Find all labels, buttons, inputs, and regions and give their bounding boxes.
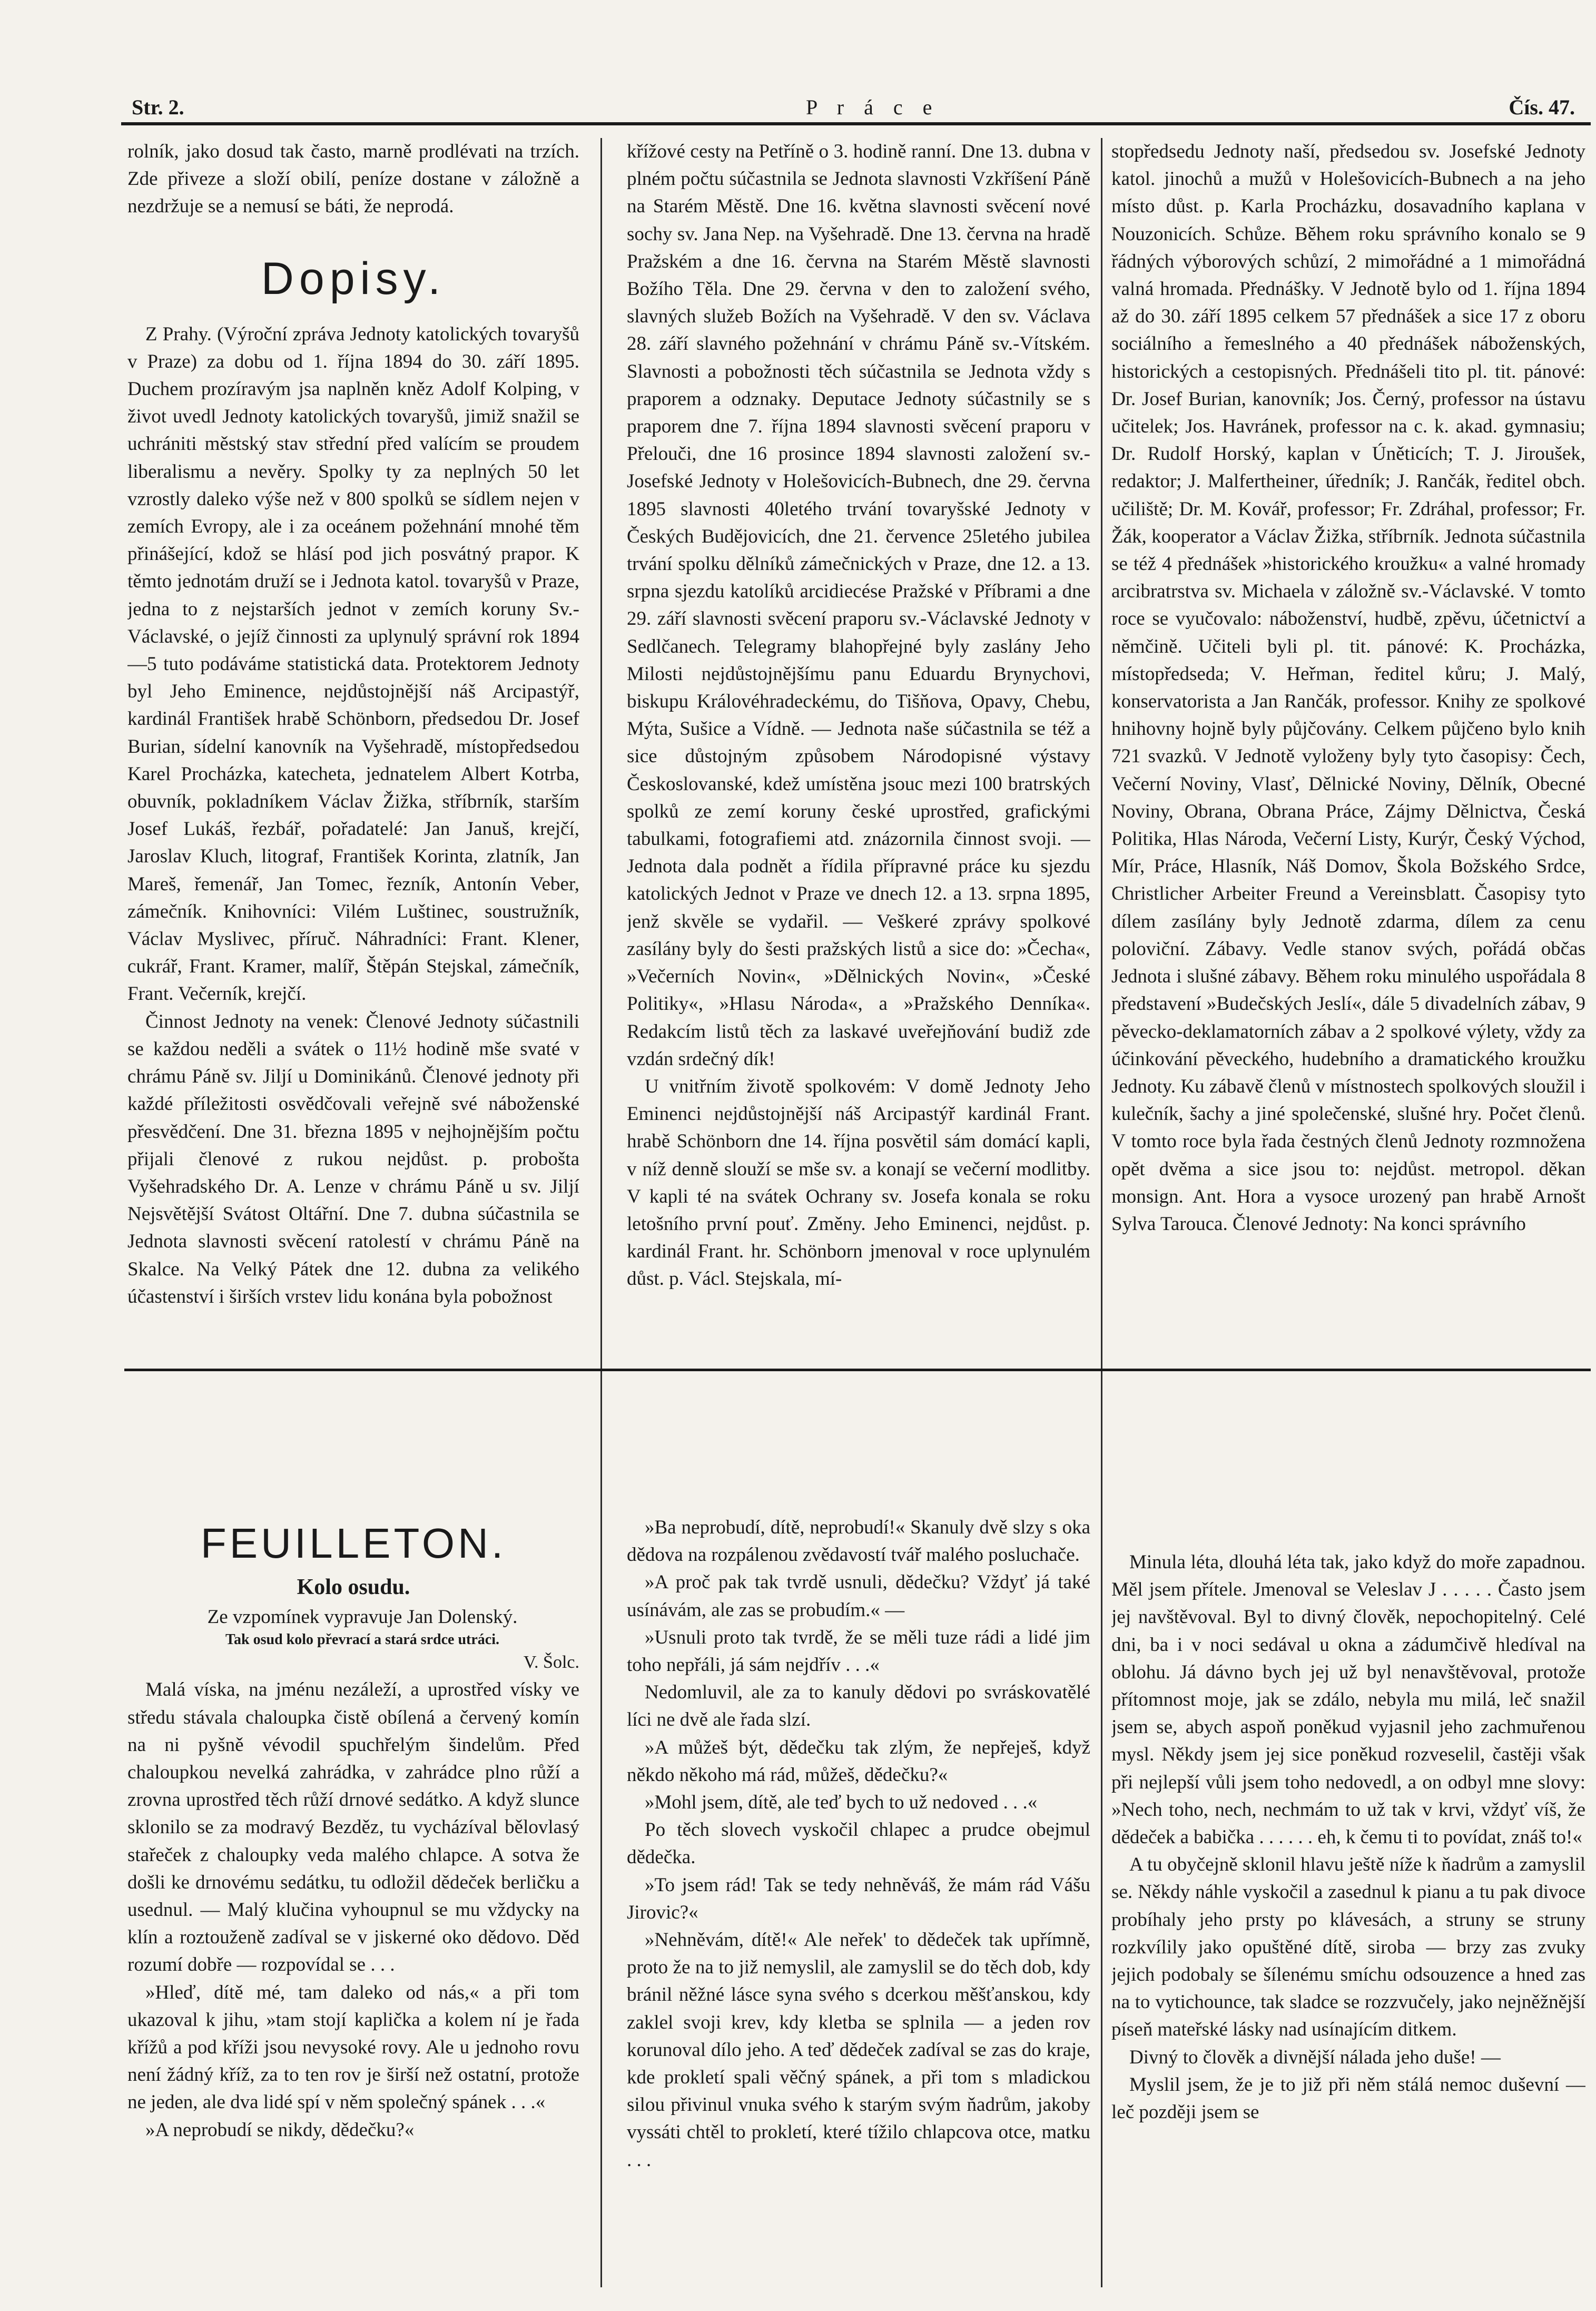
report-paragraph-2: U vnitřním životě spolkovém: V domě Jednoty Jeho Eminenci nejdůstojnější náš Arcipastýř kardinál Frant. hrabě Schönborn dne 14. října posvětil sám domácí kapli, v níž denně slouží se mše sv. a konají se večerní modlitby. V kapli té na svátek Ochrany sv. Josefa konala se roku letošního první pouť. Změny. Jeho Eminenci, nejdůst. p. kardinál Frant. hr. Schönborn jmenoval v roce uplynulém důst. p. Václ. Stejskala, mí- — [627, 1075, 1090, 1290]
story-line-9: »Nehněvám, dítě!« Ale neřek' to dědeček tak upřímně, proto že na to již nemyslil, ale zamyslil se do těch dob, kdy bránil něžné lásce syna svého s dcerkou měšťanskou, kdy zaklel svoji krev, kdy kletba se splnila — a jeden rov korunoval dílo jeho. A teď dědeček zadíval se zas do kraje, kde prokletí spali věčný spánek, a při tom s mladickou silou přivinul vnuka svého k starým svým ňadrům, jakoby vyssáti chtěl to prokletí, které tížilo chlapcova otce, matku . . . — [627, 1929, 1090, 2171]
story-line-2: »A proč pak tak tvrdě usnuli, dědečku? Vždyť já také usínávám, ale zas se probudím.« — — [627, 1571, 1090, 1621]
story-paragraph-1: Malá víska, na jménu nezáleží, a uprostřed vísky ve středu stávala chaloupka čistě obílená a červený komín na ni pyšně vévodil spuchřelým šindelům. Před chaloupkou nevelká zahrádka, v zahrádce plno růží a zrovna uprostřed těch růží drnové sedátko. A když slunce sklonilo se za modravý Bezděz, tu vycházíval bělovlasý stařeček z chaloupky veda malého chlapce. A sotva že došli ke drnovému sedátku, tu odložil dědeček berličku a usednul. — Malý klučina vyhoupnul se mu vždycky na klín a roztouženě zadíval se v jiskerné oko dědovo. Děd rozumí dobře — rozpovídal se . . . — [127, 1679, 579, 1976]
feuilleton-heading: FEUILLETON. — [200, 1520, 507, 1567]
story-continuation-2 — [627, 1514, 1090, 2174]
column-2 — [627, 138, 1090, 2287]
story-paragraph-3: »A neprobudí se nikdy, dědečku?« — [145, 2119, 415, 2141]
story-line-8: »To jsem rád! Tak se tedy nehněváš, že mám rád Vášu Jirovic?« — [627, 1874, 1090, 1923]
header-rule — [121, 122, 1591, 125]
page-number: Str. 2. — [132, 95, 184, 119]
column-3 — [1111, 138, 1585, 2287]
story-line-11: A tu obyčejně sklonil hlavu ještě níže k ňadrům a zamyslil se. Někdy náhle vyskočil a zasednul k pianu a tu pak divoce probíhaly jeho prsty po klávesách, a struny se struny rozkvílily jako opuštěné dítě, siroba — brzy zas zvuky jejich podobaly se šílenému smíchu odsouzence a hned zas na to vytichounce, tak sladce se rozzvučely, jako nejněžnější píseň mateřské lásky nad usínajícím ditkem. — [1111, 1854, 1585, 2041]
motto-author: V. Šolc. — [523, 1653, 579, 1673]
story-line-13: Myslil jsem, že je to již při něm stálá nemoc duševní — leč později jsem se — [1111, 2073, 1585, 2123]
dopisy-heading: Dopisy. — [261, 253, 446, 304]
column-divider-2 — [1101, 138, 1102, 2287]
intro-paragraph: rolník, jako dosud tak často, marně prodlévati na trzích. Zde přiveze a složí obilí, peníze dostane v záložně a nezdržuje se a nemusí se báti, že neprodá. — [127, 141, 579, 218]
story-line-7: Po těch slovech vyskočil chlapec a prudce obejmul dědečka. — [627, 1819, 1090, 1869]
story-paragraph-2: »Hleď, dítě mé, tam daleko od nás,« a při tom ukazoval k jihu, »tam stojí kaplička a kolem ní je řada křížů a pod kříži jsou nevysoké rovy. Ale u jednoho rovu není žádný kříž, za to ten rov je širší než ostatní, protože ne jeden, ale dva lidé spí v něm společný spánek . . .« — [127, 1981, 579, 2113]
story-line-5: »A můžeš být, dědečku tak zlým, že nepřeješ, když někdo někoho má rád, můžeš, dědečku?« — [627, 1736, 1090, 1786]
story-subtitle: Ze vzpomínek vypravuje Jan Dolenský. — [207, 1606, 518, 1628]
dopisy-paragraph-2: Činnost Jednoty na venek: Členové Jednoty súčastnili se každou neděli a svátek o 11½ hodině mše svaté v chrámu Páně sv. Jiljí u Dominikánů. Členové jednoty při každé příležitosti osvědčovali veřejně své náboženské přesvědčení. Dne 31. března 1895 v nejhojnějším počtu přijali členové z rukou nejdůst. p. probošta Vyšehradského Dr. A. Lenze v chrámu Páně u sv. Jiljí Nejsvětější Svátost Oltářní. Dne 7. dubna súčastnila se Jednota slavnosti svěcení ratolestí v chrámu Páně na Skalce. Na Velký Pátek dne 12. dubna za velikého účastenství i širších vrstev lidu konána byla pobožnost — [127, 1010, 579, 1307]
feuilleton-section — [127, 1514, 579, 2144]
issue-number: Čís. 47. — [1509, 95, 1575, 119]
story-line-12: Divný to člověk a divnější nálada jeho duše! — — [1129, 2046, 1501, 2068]
newspaper-title: P r á c e — [806, 95, 940, 119]
story-motto: Tak osud kolo převrací a stará srdce utráci. — [225, 1631, 500, 1648]
story-line-4: Nedomluvil, ale za to kanuly dědovi po svráskovatělé líci ne dvě ale řada slzí. — [627, 1681, 1090, 1731]
story-line-6: »Mohl jsem, dítě, ale teď bych to už nedoved . . .« — [645, 1792, 1038, 1814]
story-line-3: »Usnuli proto tak tvrdě, že se měli tuze rádi a lidé jim toho nepřáli, já sám nejdřív . . .« — [627, 1626, 1090, 1676]
report-paragraph-3: stopředsedu Jednoty naší, předsedou sv. Josefské Jednoty katol. jinochů a mužů v Holešovicích-Bubnech a na jeho místo důst. p. Karla Procházku, dosavadního kaplana v Nouzonicích. Schůze. Během roku správního konalo se 9 řádných výborových schůzí, 2 mimořádné a 1 mimořádná valná hromada. Přednášky. V Jednotě bylo od 1. října 1894 až do 30. září 1895 celkem 57 přednášek a sice 17 z oboru sociálního a řemeslného a 40 přednášek náboženských, historických a cestopisných. Přednášeli tito pl. tit. pánové: Dr. Josef Burian, kanovník; Jos. Černý, professor na ústavu učitelek; Jos. Havránek, professor na c. k. akad. gymnasiu; Dr. Rudolf Horský, kaplan v Úněticích; T. J. Jiroušek, redaktor; J. Malfertheiner, úředník; J. Rančák, ředitel obch. učiliště; Dr. M. Kovář, professor; Fr. Zdráhal, professor; Fr. Žák, kooperator a Václav Žižka, stříbrník. Jednota súčastnila se též 4 přednášek »historického kroužku« a valné hromady arcibratrstva sv. Michaela v záložně sv.-Václavské. V tomto roce se vyučovalo: náboženství, hudbě, zpěvu, účetnictví a němčině. Učiteli byli pl. tit. pánové: K. Procházka, místopředseda; V. Heřman, ředitel kůru; J. Malý, konservatorista a Jan Rančák, professor. Knihy ze spolkové hnihovny hojně byly půjčovány. Celkem půjčeno bylo knih 721 svazků. V Jednotě vyloženy byly tyto časopisy: Čech, Večerní Noviny, Vlasť, Dělnické Noviny, Dělník, Obecné Noviny, Obrana, Obrana Práce, Zájmy Dělnictva, Česká Politika, Hlas Národa, Večerní Listy, Kurýr, Český Východ, Mír, Práce, Hlasník, Náš Domov, Škola Božského Srdce, Christlicher Arbeiter Freund a Vereinsblatt. Časopisy tyto dílem zasílány byly Jednotě zdarma, dílem za cenu poloviční. Zábavy. Vedle stanov svých, pořádá občas Jednota i slušné zábavy. Během roku minulého uspořádala 8 představení »Budečských Jeslí«, dále 5 divadelních zábav, 9 pěvecko-deklamatorních zábav a 2 spolkové výlety, vždy za účinkování pěveckého, hudebního a dramatického kroužku Jednoty. Ku zábavě členů v místnostech spolkových sloužil i kulečník, šachy a jiné společenské, slušné hry. Počet členů. V tomto roce byla řada čestných členů Jednoty rozmnožena opět dvěma a sice jsou to: nejdůst. metropol. děkan monsign. Ant. Hora a vysoce urozený pan hrabě Arnošt Sylva Tarouca. Členové Jednoty: Na konci správního — [1111, 141, 1585, 1235]
story-line-1: »Ba neprobudí, dítě, neprobudí!« Skanuly dvě slzy s oka dědova na rozpálenou zvědavostí tvář malého posluchače. — [627, 1517, 1090, 1566]
dopisy-paragraph-1: Z Prahy. (Výroční zpráva Jednoty katolických tovaryšů v Praze) za dobu od 1. října 1894 do 30. září 1895. Duchem prozíravým jsa naplněn kněz Adolf Kolping, v život uvedl Jednoty katolických tovaryšů, jimiž snažil se uchrániti městský stav střední před valícím se proudem liberalismu a nevěry. Spolky ty za neplných 50 let vzrostly daleko výše než v 800 spolků se sídlem nejen v zemích Evropy, ale i za oceánem požehnání mnohé těm přinášející, kdož se hlásí pod jich posvátný prapor. K těmto jednotám druží se i Jednota katol. tovaryšů v Praze, jedna to z nejstarších jednot v zemích koruny Sv.-Václavské, o jejíž činnosti za uplynulý správní rok 1894—5 tuto podáváme statistická data. Protektorem Jednoty byl Jeho Eminence, nejdůstojnější náš Arcipastýř, kardinál František hrabě Schönborn, předsedou Dr. Josef Burian, sídelní kanovník na Vyšehradě, místopředsedou Karel Procházka, katecheta, jednatelem Albert Kotrba, obuvník, pokladníkem Václav Žižka, stříbrník, starším Josef Lukáš, řezbář, pořadatelé: Jan Januš, krejčí, Jaroslav Kluch, litograf, František Korinta, zlatník, Jan Mareš, řemenář, Jan Tomec, řezník, Antonín Veber, zámečník. Knihovníci: Vilém Luštinec, soustružník, Václav Myslivec, příruč. Náhradníci: Frant. Klener, cukrář, Frant. Kramer, malíř, Štěpán Stejskal, zámečník, Frant. Večerník, krejčí. — [127, 323, 579, 1005]
story-line-10: Minula léta, dlouhá léta tak, jako když do moře zapadnou. Měl jsem přítele. Jmenoval se Veleslav J . . . . . Často jsem jej navštěvoval. Byl to divný člověk, nepochopitelný. Celé dni, ba i v noci sedával u okna a zádumčivě hledíval na oblohu. Já dávno bych jej už byl nenavštěvoval, protože přítomnost moje, jak se zdálo, nebyla mu milá, leč snažil jsem se, abych aspoň poněkud vyjasnil jeho zachmuřenou mysl. Někdy jsem jej sice poněkud rozveselil, častěji však při nejlepší vůli jsem toho nedovedl, a on odbyl mne slovy: »Nech toho, nech, nechmám to už tak v krvi, vždyť víš, že dědeček a babička . . . . . . eh, k čemu ti to povídat, znáš to!« — [1111, 1551, 1585, 1848]
column-divider-1 — [600, 138, 602, 2287]
story-title: Kolo osudu. — [297, 1575, 410, 1599]
story-continuation-3 — [1111, 1549, 1585, 2126]
report-paragraph-1: křížové cesty na Petříně o 3. hodině ranní. Dne 13. dubna v plném počtu súčastnila se Jednota slavnosti Vzkříšení Páně na Starém Městě. Dne 16. května slavnosti svěcení nové sochy sv. Jana Nep. na Vyšehradě. Dne 13. června na hradě Pražském a dne 16. června na Starém Městě slavnosti Božího Těla. Dne 29. června v den to založení svého, slavných služeb Božích na Vyšehradě. V den sv. Václava 28. září slavného požehnání v chrámu Páně sv.-Vítském. Slavnosti a pobožnosti těch súčastnila se Jednota vždy s praporem a odznaky. Deputace Jednoty súčastnily se s praporem dne 7. října 1894 slavnosti svěcení praporu v Přelouči, dne 16 prosince 1894 slavnosti založení sv.-Josefské Jednoty v Holešovicích-Bubnech, dne 29. června 1895 slavnosti 40letého trvání tovaryšské Jednoty v Českých Budějovicích, dne 21. července 25letého jubilea trvání spolku dělníků zámečnických v Praze, dne 12. a 13. srpna sjezdu katolíků arcidiecése Pražské v Příbrami a dne 29. září slavnosti svěcení praporu sv.-Václavské Jednoty v Sedlčanech. Telegramy blahopřejné byly zaslány Jeho Milosti nejdůstojnějšímu panu Eduardu Brynychovi, biskupu Královéhradeckému, do Tišňova, Opavy, Chebu, Mýta, Sušice a Vídně. — Jednota naše súčastnila se též a sice důstojným způsobem Národopisné výstavy Českoslovanské, kdež umístěna jsouc mezi 100 bratrských spolků ze zemí koruny české uprostřed, grafickými tabulkami, fotografiemi atd. znázornila činnost svoji. — Jednota dala podnět a řídila přípravné práce ku sjezdu katolických Jednot v Praze ve dnech 12. a 13. srpna 1895, jenž skvěle se vydařil. — Veškeré zprávy spolkové zasílány byly do šesti pražských listů a sice do: »Čecha«, »Večerních Novin«, »Dělnických Novin«, »České Politiky«, »Hlasu Národa«, a »Pražského Denníka«. Redakcím listů těch za laskavé uveřejňování budiž zde vzdán srdečný dík! — [627, 141, 1090, 1070]
column-1 — [127, 138, 579, 2287]
